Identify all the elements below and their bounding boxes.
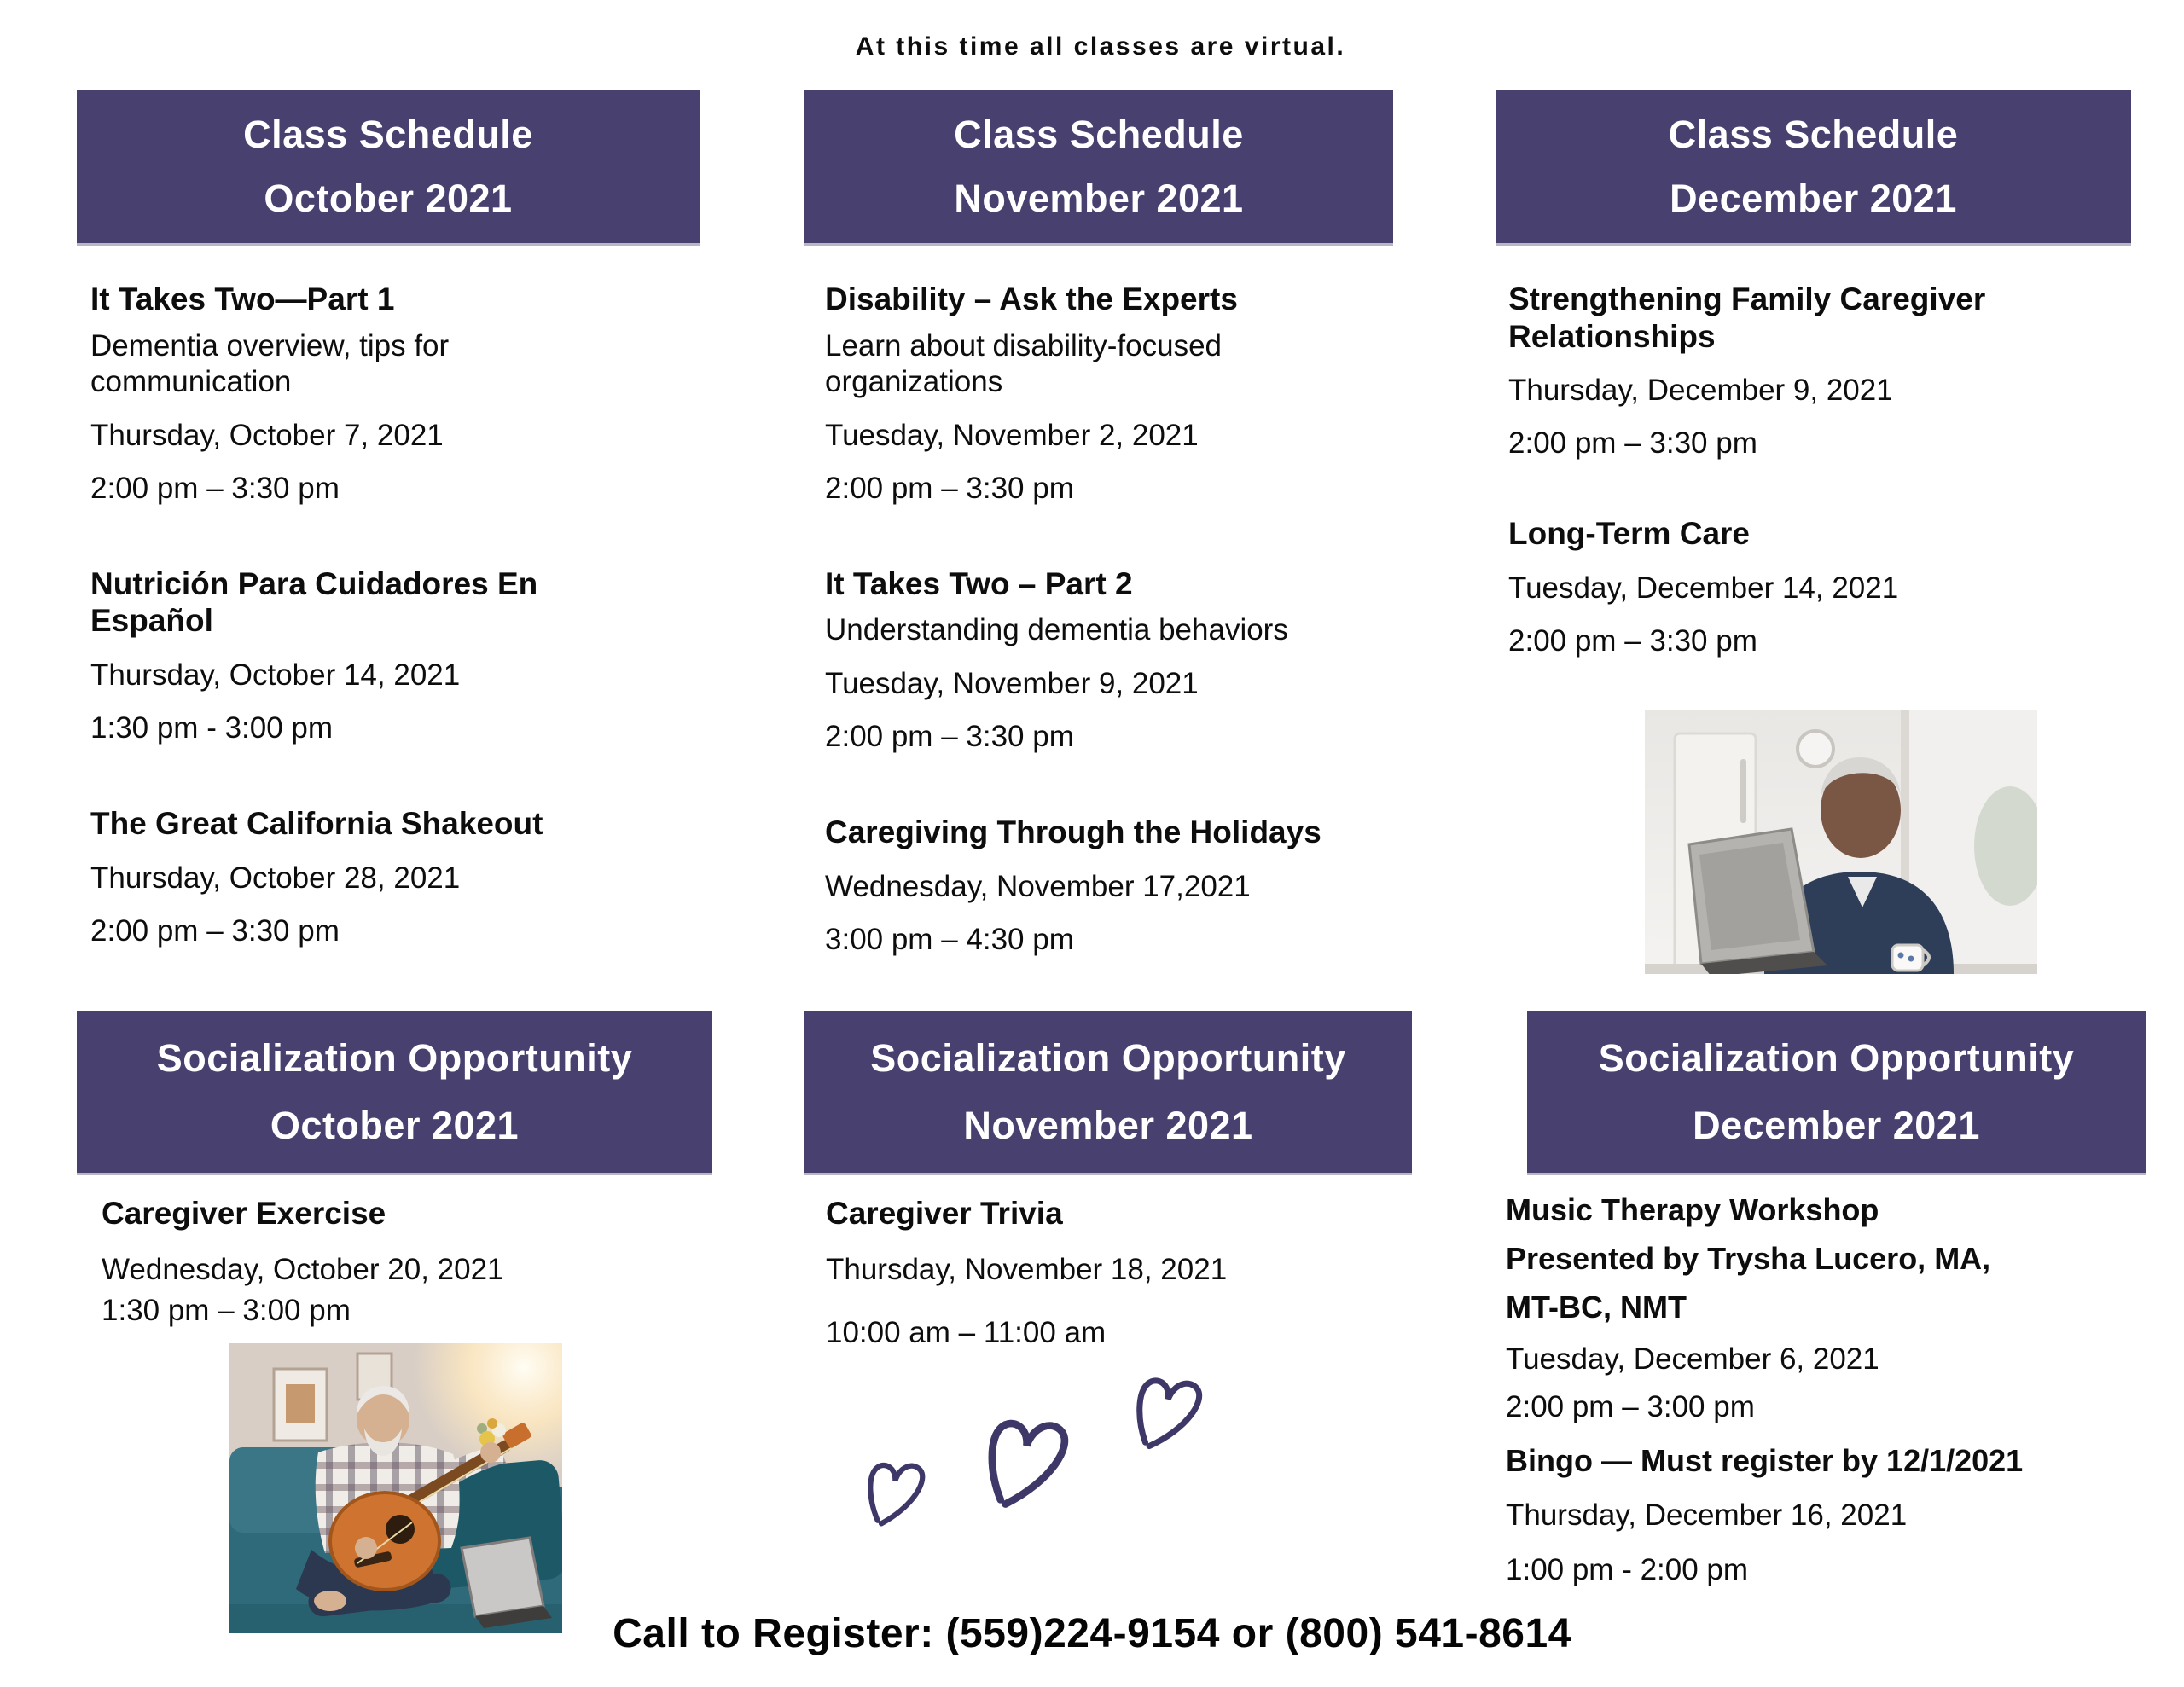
december-social-section xyxy=(1506,1011,2146,1588)
event-date: Thursday, October 14, 2021 xyxy=(90,658,461,692)
october-class-section xyxy=(77,90,700,948)
class-event xyxy=(825,565,1393,755)
heart-icon xyxy=(860,1436,936,1533)
november-social-list xyxy=(804,1195,1412,1350)
event-time: 2:00 pm – 3:30 pm xyxy=(90,913,340,948)
event-title: Caregiving Through the Holidays xyxy=(825,815,1321,850)
hearts-decoration xyxy=(830,1376,1376,1632)
event-title-line: Presented by Trysha Lucero, MA, xyxy=(1506,1241,1991,1277)
event-title: Long-Term Care xyxy=(1508,516,1751,552)
social-event xyxy=(826,1195,1412,1350)
event-date: Thursday, December 9, 2021 xyxy=(1508,374,1893,408)
october-social-section xyxy=(77,1011,712,1633)
event-time: 2:00 pm – 3:30 pm xyxy=(90,471,340,505)
class-event xyxy=(90,281,700,506)
event-time: 2:00 pm – 3:30 pm xyxy=(1508,623,1757,658)
class-event xyxy=(1508,281,2131,461)
november-social-banner xyxy=(804,1011,1412,1173)
event-title: Disability – Ask the Experts xyxy=(825,281,1238,316)
banner-title: Socialization Opportunity xyxy=(1598,1036,2075,1081)
photo-senior-guitar xyxy=(229,1343,562,1633)
event-title-line: Music Therapy Workshop xyxy=(1506,1192,1879,1227)
event-time: 2:00 pm – 3:30 pm xyxy=(825,720,1074,754)
banner-title: Class Schedule xyxy=(1668,113,1959,156)
event-date: Wednesday, November 17,2021 xyxy=(825,869,1251,903)
november-class-list xyxy=(804,281,1393,957)
heart-icon xyxy=(1124,1344,1217,1462)
class-event xyxy=(825,814,1393,957)
december-class-list xyxy=(1496,281,2131,974)
event-title: Strengthening Family Caregiver Relationships xyxy=(1508,281,1986,354)
event-title: Caregiver Trivia xyxy=(826,1196,1063,1231)
event-title: It Takes Two—Part 1 xyxy=(90,281,395,316)
class-event xyxy=(1508,515,2131,658)
december-class-section xyxy=(1496,90,2131,974)
class-event xyxy=(90,805,700,948)
event-time: 2:00 pm – 3:30 pm xyxy=(825,471,1074,505)
banner-title: Socialization Opportunity xyxy=(870,1036,1346,1081)
class-event xyxy=(825,281,1393,506)
banner-month: October 2021 xyxy=(270,1103,520,1147)
event-title: Caregiver Exercise xyxy=(102,1196,386,1231)
event-date: Tuesday, November 2, 2021 xyxy=(825,418,1199,452)
october-class-banner xyxy=(77,90,700,243)
event-title-line: MT-BC, NMT xyxy=(1506,1290,1687,1325)
event-description: Understanding dementia behaviors xyxy=(825,613,1288,647)
social-event xyxy=(1506,1191,2146,1425)
social-event xyxy=(1506,1442,2146,1588)
event-description: Learn about disability-focused organizations xyxy=(825,328,1223,398)
event-title: The Great California Shakeout xyxy=(90,805,543,841)
november-class-banner xyxy=(804,90,1393,243)
photo-senior-video-call xyxy=(1645,710,2037,974)
event-date: Thursday, December 16, 2021 xyxy=(1506,1498,1908,1532)
event-date: Thursday, October 28, 2021 xyxy=(90,861,461,895)
event-time: 3:00 pm – 4:30 pm xyxy=(825,922,1074,956)
december-class-banner xyxy=(1496,90,2131,243)
banner-month: December 2021 xyxy=(1670,177,1957,220)
event-date: Tuesday, December 6, 2021 xyxy=(1506,1342,1879,1376)
banner-title: Class Schedule xyxy=(243,113,533,156)
event-date: Thursday, November 18, 2021 xyxy=(826,1252,1228,1286)
social-event xyxy=(102,1195,712,1328)
november-social-section xyxy=(804,1011,1412,1350)
event-time: 1:30 pm - 3:00 pm xyxy=(90,710,334,745)
event-title: It Takes Two – Part 2 xyxy=(825,565,1133,601)
virtual-classes-notice: At this time all classes are virtual. xyxy=(855,32,1346,61)
banner-month: October 2021 xyxy=(264,177,513,220)
event-time: 2:00 pm – 3:30 pm xyxy=(1508,426,1757,461)
banner-title: Class Schedule xyxy=(954,113,1244,156)
october-class-list xyxy=(77,281,700,948)
event-date: Tuesday, December 14, 2021 xyxy=(1508,571,1899,605)
heart-icon xyxy=(974,1377,1084,1524)
october-social-list xyxy=(77,1195,712,1633)
event-time: 2:00 pm – 3:00 pm xyxy=(1506,1389,1755,1423)
banner-title: Socialization Opportunity xyxy=(156,1036,633,1081)
event-title-line: Bingo — Must register by 12/1/2021 xyxy=(1506,1442,2024,1478)
banner-month: December 2021 xyxy=(1693,1103,1980,1147)
banner-month: November 2021 xyxy=(954,177,1244,220)
call-to-register-line: Call to Register: (559)224-9154 or (800) 541-8614 xyxy=(613,1611,1571,1656)
event-time: 1:00 pm - 2:00 pm xyxy=(1506,1552,1749,1586)
event-title: Nutrición Para Cuidadores En Español xyxy=(90,565,538,639)
event-date: Wednesday, October 20, 2021 xyxy=(102,1252,504,1286)
december-social-list xyxy=(1506,1191,2146,1588)
class-event xyxy=(90,565,700,745)
november-class-section xyxy=(804,90,1393,957)
event-description: Dementia overview, tips for communication xyxy=(90,328,450,398)
event-date: Thursday, October 7, 2021 xyxy=(90,418,444,452)
event-date: Tuesday, November 9, 2021 xyxy=(825,667,1199,701)
december-social-banner xyxy=(1527,1011,2146,1173)
october-social-banner xyxy=(77,1011,712,1173)
event-time: 10:00 am – 11:00 am xyxy=(826,1315,1107,1349)
banner-month: November 2021 xyxy=(963,1103,1253,1147)
event-time: 1:30 pm – 3:00 pm xyxy=(102,1293,351,1327)
